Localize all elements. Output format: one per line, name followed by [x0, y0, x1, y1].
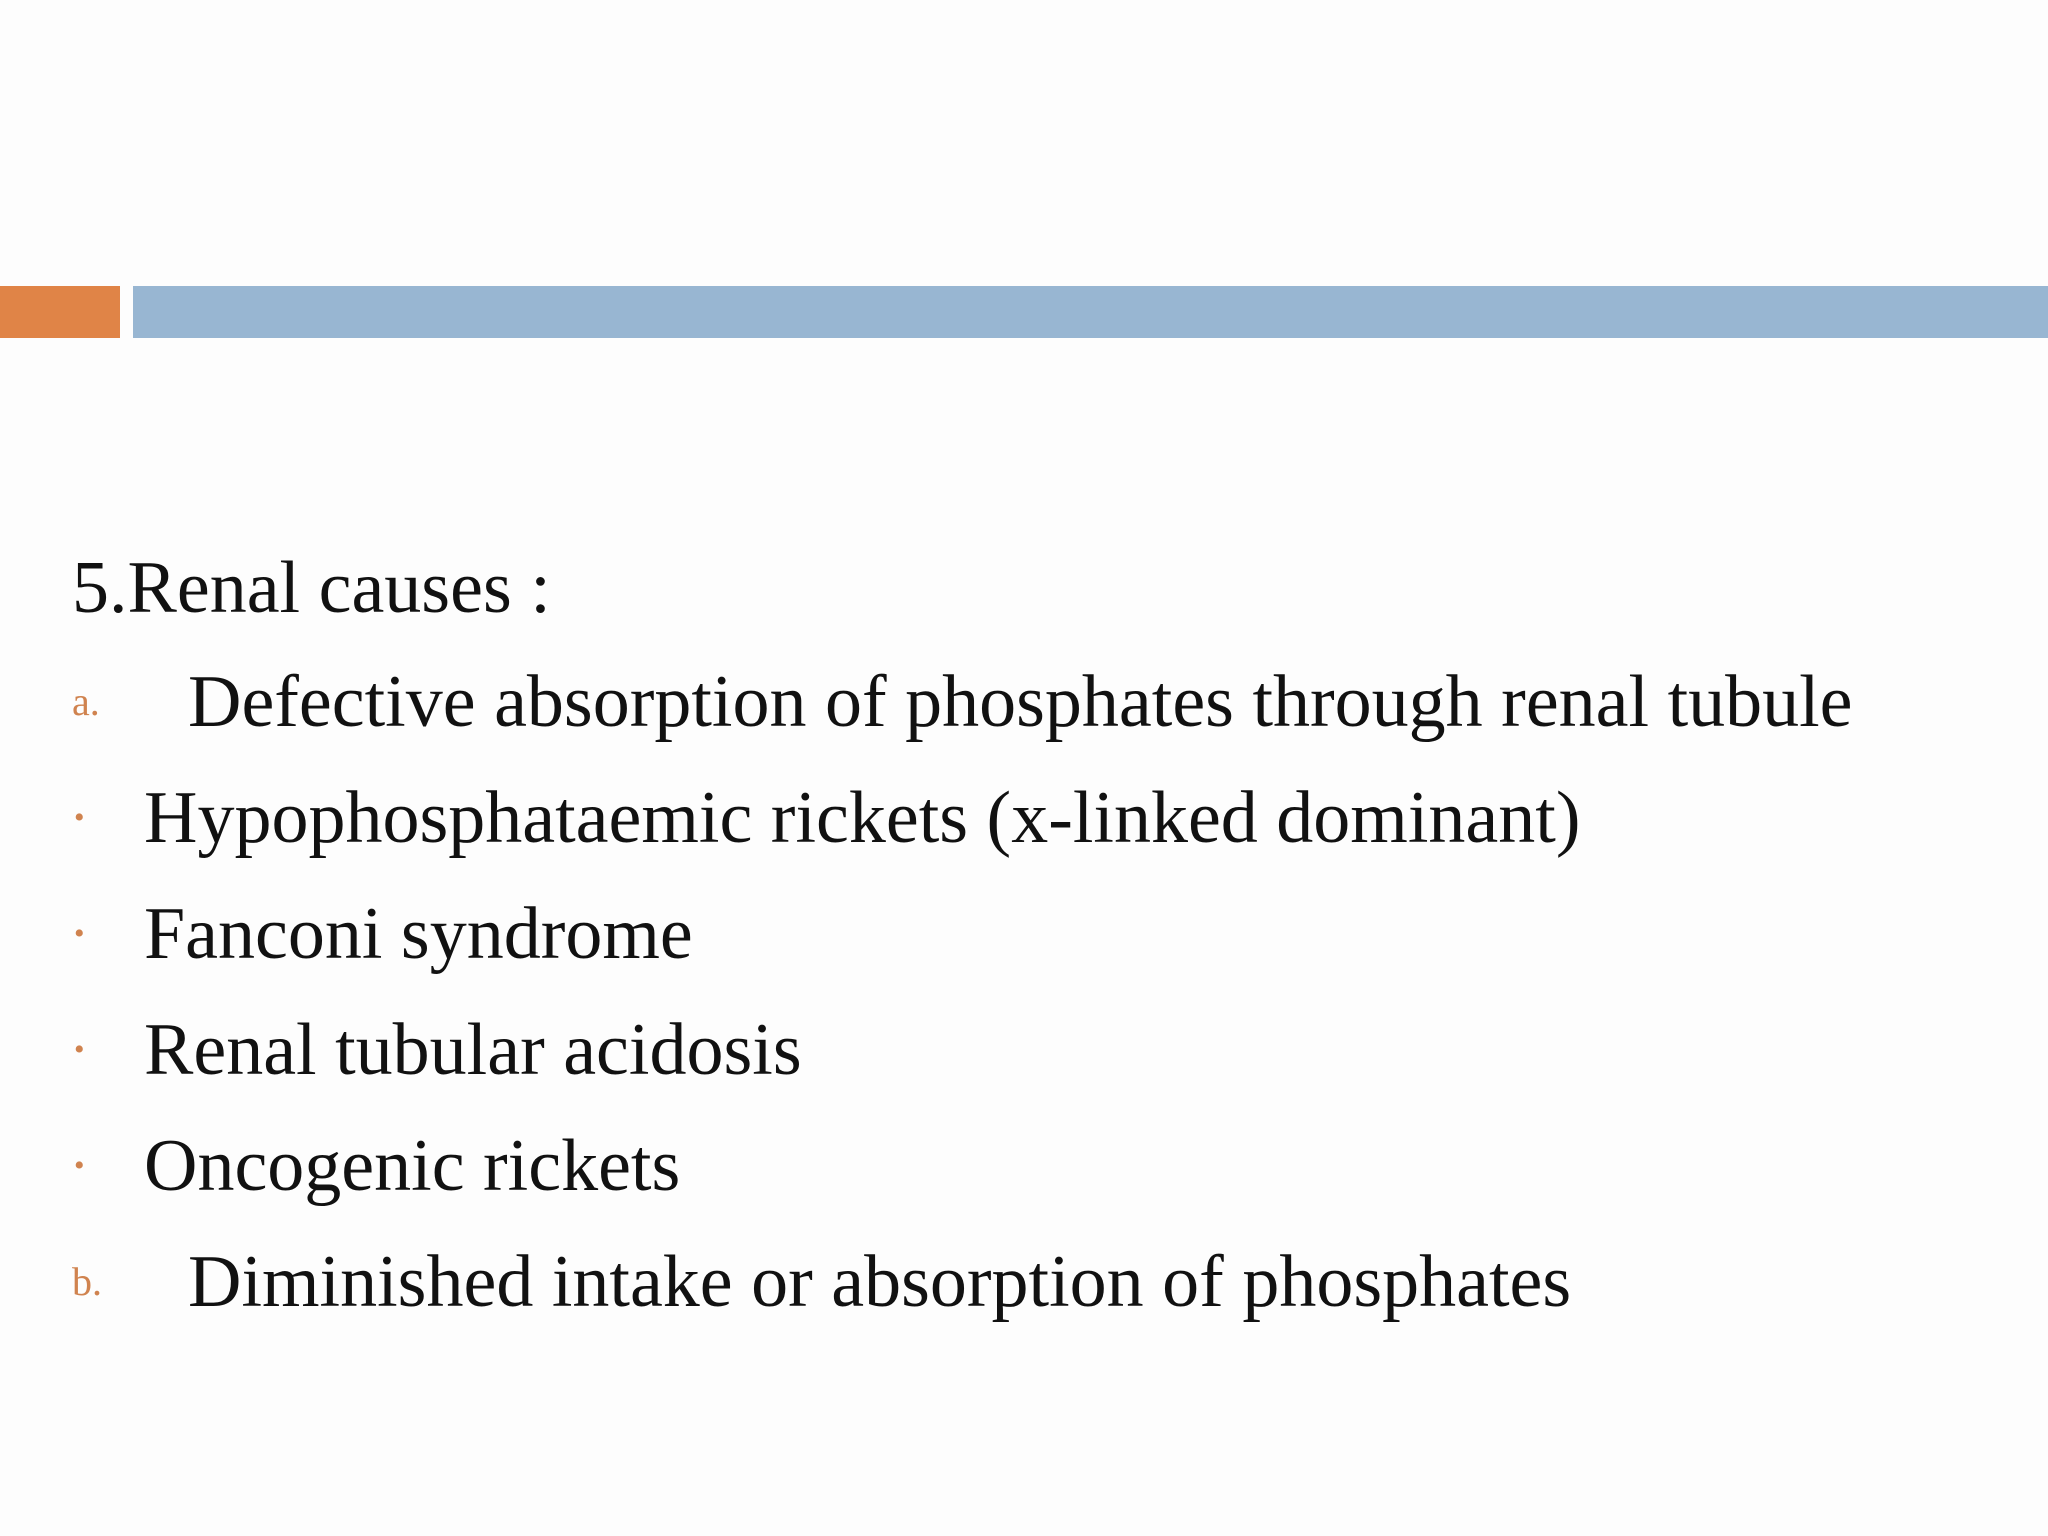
list-marker-a: a. [72, 679, 100, 724]
accent-bar-blue [133, 286, 2048, 338]
list-item-bullet [72, 1002, 1972, 1098]
list-item-text: Defective absorption of phosphates through renal tubule [188, 661, 1853, 743]
list-item-bullet [72, 770, 1972, 866]
section-heading: 5.Renal causes : [72, 547, 551, 629]
list-item-text: Hypophosphataemic rickets (x-linked dominant) [144, 777, 1581, 859]
list-item-text: Fanconi syndrome [144, 893, 693, 975]
list-item-a [72, 654, 1972, 750]
list-item-text: Oncogenic rickets [144, 1125, 681, 1207]
list-item-b [72, 1234, 1972, 1330]
bullet-icon: • [74, 917, 85, 950]
bullet-icon: • [74, 801, 85, 834]
bullet-icon: • [74, 1033, 85, 1066]
list-item-bullet [72, 886, 1972, 982]
accent-bar-orange [0, 286, 120, 338]
slide-body [72, 540, 1972, 1350]
list-item-text: Diminished intake or absorption of phosphates [188, 1241, 1572, 1323]
list-marker-b: b. [72, 1259, 102, 1304]
bullet-icon: • [74, 1149, 85, 1182]
list-item-text: Renal tubular acidosis [144, 1009, 802, 1091]
list-item-bullet [72, 1118, 1972, 1214]
